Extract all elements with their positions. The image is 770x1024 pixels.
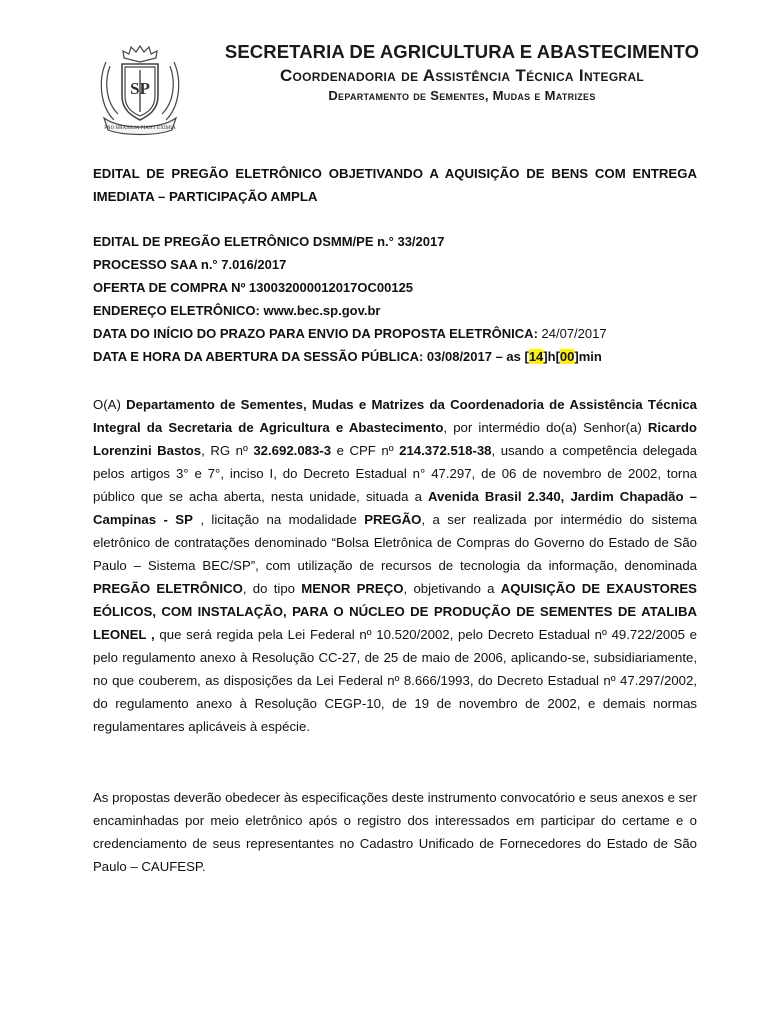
data-abertura-sessao [93,345,697,368]
data-inicio-label: DATA DO INÍCIO DO PRAZO PARA ENVIO DA PROPOSTA ELETRÔNICA: [93,326,538,341]
data-inicio-value: 24/07/2017 [537,326,607,341]
endereco-eletronico: ENDEREÇO ELETRÔNICO: www.bec.sp.gov.br [93,303,381,318]
edital-info-block [93,230,697,368]
data-inicio-prazo [93,322,697,345]
seal-motto: PRO BRASILIA FIANT EXIMIA [104,125,176,131]
data-abertura-suffix: ]min [574,349,602,364]
header-coordenadoria: Coordenadoria de Assistência Técnica Integral [279,66,645,85]
header-departamento: Departamento de Sementes, Mudas e Matrizes [328,88,596,103]
oferta-compra: OFERTA DE COMPRA Nº 130032000012017OC00125 [93,280,414,295]
sao-paulo-coat-of-arms-icon [92,40,188,136]
minute-highlight: 00 [559,349,575,364]
data-abertura-prefix: DATA E HORA DA ABERTURA DA SESSÃO PÚBLICA: 03/08/2017 – as [ [93,349,529,364]
propostas-paragraph: As propostas deverão obedecer às especificações deste instrumento convocatório e seus anexos e ser encaminhadas por meio eletrônico após o registro dos interessados em participar do certame e o credenciamento de seus representantes no Cadastro Unificado de Fornecedores do Estado de São Paulo – CAUFESP. [93,790,697,874]
processo-number: PROCESSO SAA n.° 7.016/2017 [93,257,287,272]
seal-letters: SP [130,79,150,98]
header-secretaria: SECRETARIA DE AGRICULTURA E ABASTECIMENTO [224,41,700,62]
hour-highlight: 14 [528,349,544,364]
data-abertura-mid: ]h[ [543,349,560,364]
edital-number: EDITAL DE PREGÃO ELETRÔNICO DSMM/PE n.° 33/2017 [93,234,445,249]
edital-title: EDITAL DE PREGÃO ELETRÔNICO OBJETIVANDO A AQUISIÇÃO DE BENS COM ENTREGA IMEDIATA – PARTICIPAÇÃO AMPLA [93,166,697,204]
main-paragraph: O(A) Departamento de Sementes, Mudas e Matrizes da Coordenadoria de Assistência Técnica Integral da Secretaria de Agricultura e Abastecimento, por intermédio do(a) Senhor(a) Ricardo Lorenzini Bastos, RG nº 32.692.083-3 e CPF nº 214.372.518-38, usando a competência delegada pelos artigos 3° e 7°, inciso I, do Decreto Estadual n° 47.297, de 06 de novembro de 2002, torna público que se acha aberta, nesta unidade, situada a Avenida Brasil 2.340, Jardim Chapadão – Campinas - SP , licitação na modalidade PREGÃO, a ser realizada por intermédio do sistema eletrônico de contratações denominado “Bolsa Eletrônica de Compras do Governo do Estado de São Paulo – Sistema BEC/SP”, com utilização de recursos de tecnologia da informação, denominada PREGÃO ELETRÔNICO, do tipo MENOR PREÇO, objetivando a AQUISIÇÃO DE EXAUSTORES EÓLICOS, COM INSTALAÇÃO, PARA O NÚCLEO DE PRODUÇÃO DE SEMENTES DE ATALIBA LEONEL , que será regida pela Lei Federal nº 10.520/2002, pelo Decreto Estadual nº 49.722/2005 e pelo regulamento anexo à Resolução CC-27, de 25 de maio de 2006, aplicando-se, subsidiariamente, no que couberem, as disposições da Lei Federal nº 8.666/1993, do Decreto Estadual nº 47.297/2002, do regulamento anexo à Resolução CEGP-10, de 19 de novembro de 2002, e demais normas regulamentares aplicáveis à espécie. [93,397,698,734]
